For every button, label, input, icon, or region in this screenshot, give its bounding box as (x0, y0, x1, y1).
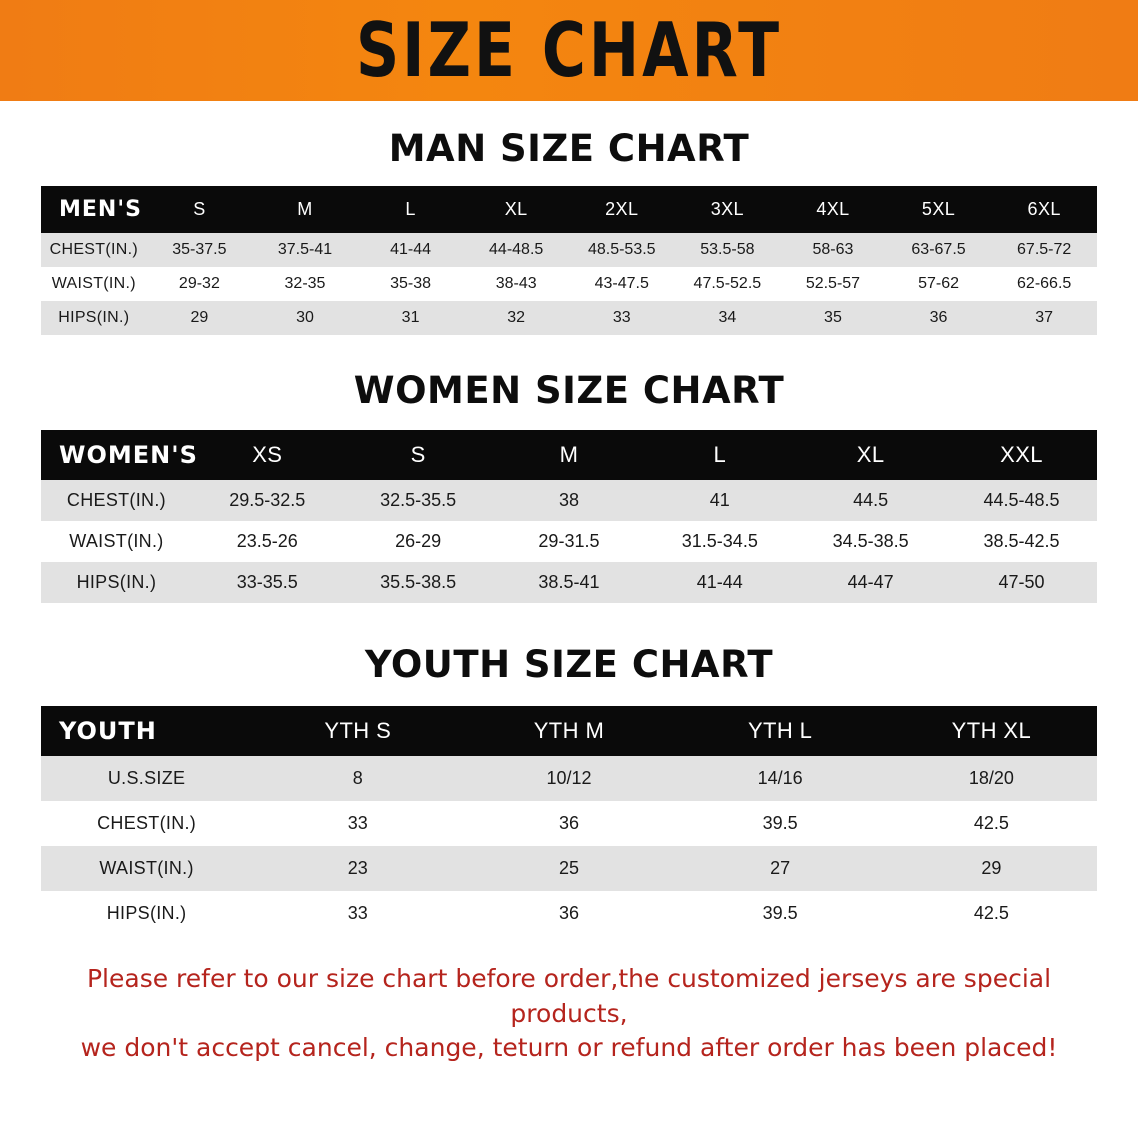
table-header-row (41, 706, 1097, 756)
women-cell-0-3: 41 (709, 490, 730, 510)
youth-cell-2-0: 23 (347, 858, 368, 878)
women-cell-1-0: 23.5-26 (236, 531, 298, 551)
table-row (41, 846, 1097, 891)
youth-col-2: YTH M (533, 718, 605, 743)
women-size-table-wrap (41, 430, 1097, 603)
youth-cell-0-2: 14/16 (757, 768, 803, 788)
man-cell-1-4: 43-47.5 (594, 275, 649, 292)
page-title: SIZE CHART (355, 6, 783, 95)
man-cell-0-6: 58-63 (812, 241, 854, 258)
youth-cell-0-1: 10/12 (546, 768, 592, 788)
youth-size-table-wrap (41, 706, 1097, 936)
man-cell-2-2: 31 (401, 309, 420, 326)
women-cell-2-3: 41-44 (696, 572, 743, 592)
table-header-row (41, 430, 1097, 480)
man-col-9: 6XL (1027, 199, 1061, 219)
youth-row-2-label: WAIST(IN.) (99, 858, 194, 878)
man-col-6: 3XL (710, 199, 744, 219)
man-row-1-label: WAIST(IN.) (51, 275, 136, 292)
youth-cell-2-2: 27 (770, 858, 791, 878)
women-col-3: M (559, 442, 579, 467)
women-header-label: WOMEN'S (59, 441, 198, 469)
man-section-title: MAN SIZE CHART (388, 127, 750, 170)
youth-cell-2-1: 25 (558, 858, 579, 878)
youth-cell-3-3: 42.5 (973, 903, 1009, 923)
youth-col-3: YTH L (747, 718, 813, 743)
youth-col-4: YTH XL (951, 718, 1032, 743)
man-col-2: M (297, 199, 313, 219)
man-size-table (41, 186, 1097, 335)
man-cell-0-0: 35-37.5 (172, 241, 227, 258)
table-row (41, 301, 1097, 335)
youth-size-table (41, 706, 1097, 936)
man-col-1: S (193, 199, 206, 219)
man-cell-1-1: 32-35 (284, 275, 326, 292)
table-row (41, 267, 1097, 301)
man-cell-2-1: 30 (296, 309, 314, 326)
youth-cell-0-3: 18/20 (968, 768, 1014, 788)
women-row-0-label: CHEST(IN.) (66, 490, 166, 510)
women-cell-0-0: 29.5-32.5 (229, 490, 306, 510)
man-size-table-wrap (41, 186, 1097, 335)
man-cell-2-5: 34 (718, 309, 737, 326)
women-cell-1-5: 38.5-42.5 (983, 531, 1060, 551)
youth-cell-1-2: 39.5 (762, 813, 798, 833)
women-cell-2-0: 33-35.5 (236, 572, 298, 592)
disclaimer-note (64, 962, 1074, 1066)
women-cell-1-1: 26-29 (395, 531, 442, 551)
man-cell-1-6: 52.5-57 (805, 275, 861, 292)
header-banner (0, 0, 1138, 101)
man-cell-0-1: 37.5-41 (277, 241, 333, 258)
women-cell-1-3: 31.5-34.5 (681, 531, 758, 551)
disclaimer-line-2: we don't accept cancel, change, teturn or refund after order has been placed! (80, 1033, 1058, 1062)
man-cell-0-8: 67.5-72 (1017, 241, 1072, 258)
man-cell-0-4: 48.5-53.5 (587, 241, 656, 258)
man-col-8: 5XL (921, 199, 956, 219)
man-cell-1-3: 38-43 (495, 275, 537, 292)
women-size-table (41, 430, 1097, 603)
man-cell-2-8: 37 (1035, 309, 1054, 326)
table-row (41, 891, 1097, 936)
youth-row-0-label: U.S.SIZE (107, 768, 186, 788)
table-row (41, 756, 1097, 801)
youth-row-3-label: HIPS(IN.) (106, 903, 187, 923)
youth-cell-3-2: 39.5 (762, 903, 798, 923)
disclaimer-line-1: Please refer to our size chart before order,the customized jerseys are special products, (86, 964, 1052, 1028)
man-cell-0-2: 41-44 (390, 241, 432, 258)
man-row-2-label: HIPS(IN.) (58, 309, 130, 326)
women-cell-2-1: 35.5-38.5 (380, 572, 457, 592)
table-row (41, 233, 1097, 267)
youth-cell-3-1: 36 (558, 903, 579, 923)
women-col-6: XXL (1000, 442, 1043, 467)
women-cell-1-4: 34.5-38.5 (832, 531, 909, 551)
women-cell-0-5: 44.5-48.5 (983, 490, 1060, 510)
man-header-label: MEN'S (59, 197, 142, 222)
man-cell-0-3: 44-48.5 (489, 241, 544, 258)
youth-cell-1-0: 33 (347, 813, 368, 833)
man-col-3: L (405, 199, 416, 219)
man-col-7: 4XL (816, 199, 850, 219)
women-cell-2-2: 38.5-41 (538, 572, 600, 592)
women-cell-2-4: 44-47 (847, 572, 894, 592)
table-row (41, 562, 1097, 603)
youth-cell-2-3: 29 (981, 858, 1002, 878)
youth-cell-1-3: 42.5 (973, 813, 1009, 833)
women-col-2: S (410, 442, 426, 467)
women-cell-0-1: 32.5-35.5 (380, 490, 457, 510)
women-cell-1-2: 29-31.5 (538, 531, 600, 551)
youth-col-1: YTH S (324, 718, 392, 743)
man-cell-0-7: 63-67.5 (911, 241, 966, 258)
youth-section-title: YOUTH SIZE CHART (364, 643, 774, 686)
women-cell-0-4: 44.5 (853, 490, 889, 510)
women-row-1-label: WAIST(IN.) (69, 531, 164, 551)
youth-row-1-label: CHEST(IN.) (97, 813, 197, 833)
man-cell-1-7: 57-62 (918, 275, 959, 292)
women-row-2-label: HIPS(IN.) (76, 572, 157, 592)
man-cell-1-5: 47.5-52.5 (693, 275, 762, 292)
table-row (41, 801, 1097, 846)
table-row (41, 480, 1097, 521)
man-cell-2-0: 29 (190, 309, 209, 326)
man-col-5: 2XL (605, 199, 639, 219)
man-cell-1-8: 62-66.5 (1017, 275, 1072, 292)
table-header-row (41, 186, 1097, 233)
man-cell-2-6: 35 (824, 309, 842, 326)
man-cell-1-2: 35-38 (390, 275, 432, 292)
women-cell-2-5: 47-50 (998, 572, 1045, 592)
man-cell-2-3: 32 (507, 309, 526, 326)
youth-cell-1-1: 36 (558, 813, 579, 833)
man-cell-0-5: 53.5-58 (700, 241, 755, 258)
women-cell-0-2: 38 (558, 490, 579, 510)
man-col-4: XL (504, 199, 528, 219)
youth-cell-0-0: 8 (352, 768, 363, 788)
women-section-title: WOMEN SIZE CHART (353, 369, 785, 412)
women-col-5: XL (856, 442, 885, 467)
youth-header-label: YOUTH (59, 717, 157, 745)
youth-cell-3-0: 33 (347, 903, 368, 923)
man-row-0-label: CHEST(IN.) (49, 241, 138, 258)
man-cell-2-7: 36 (929, 309, 948, 326)
man-cell-1-0: 29-32 (178, 275, 220, 292)
women-col-4: L (713, 442, 727, 467)
man-cell-2-4: 33 (612, 309, 631, 326)
table-row (41, 521, 1097, 562)
women-col-1: XS (252, 442, 283, 467)
